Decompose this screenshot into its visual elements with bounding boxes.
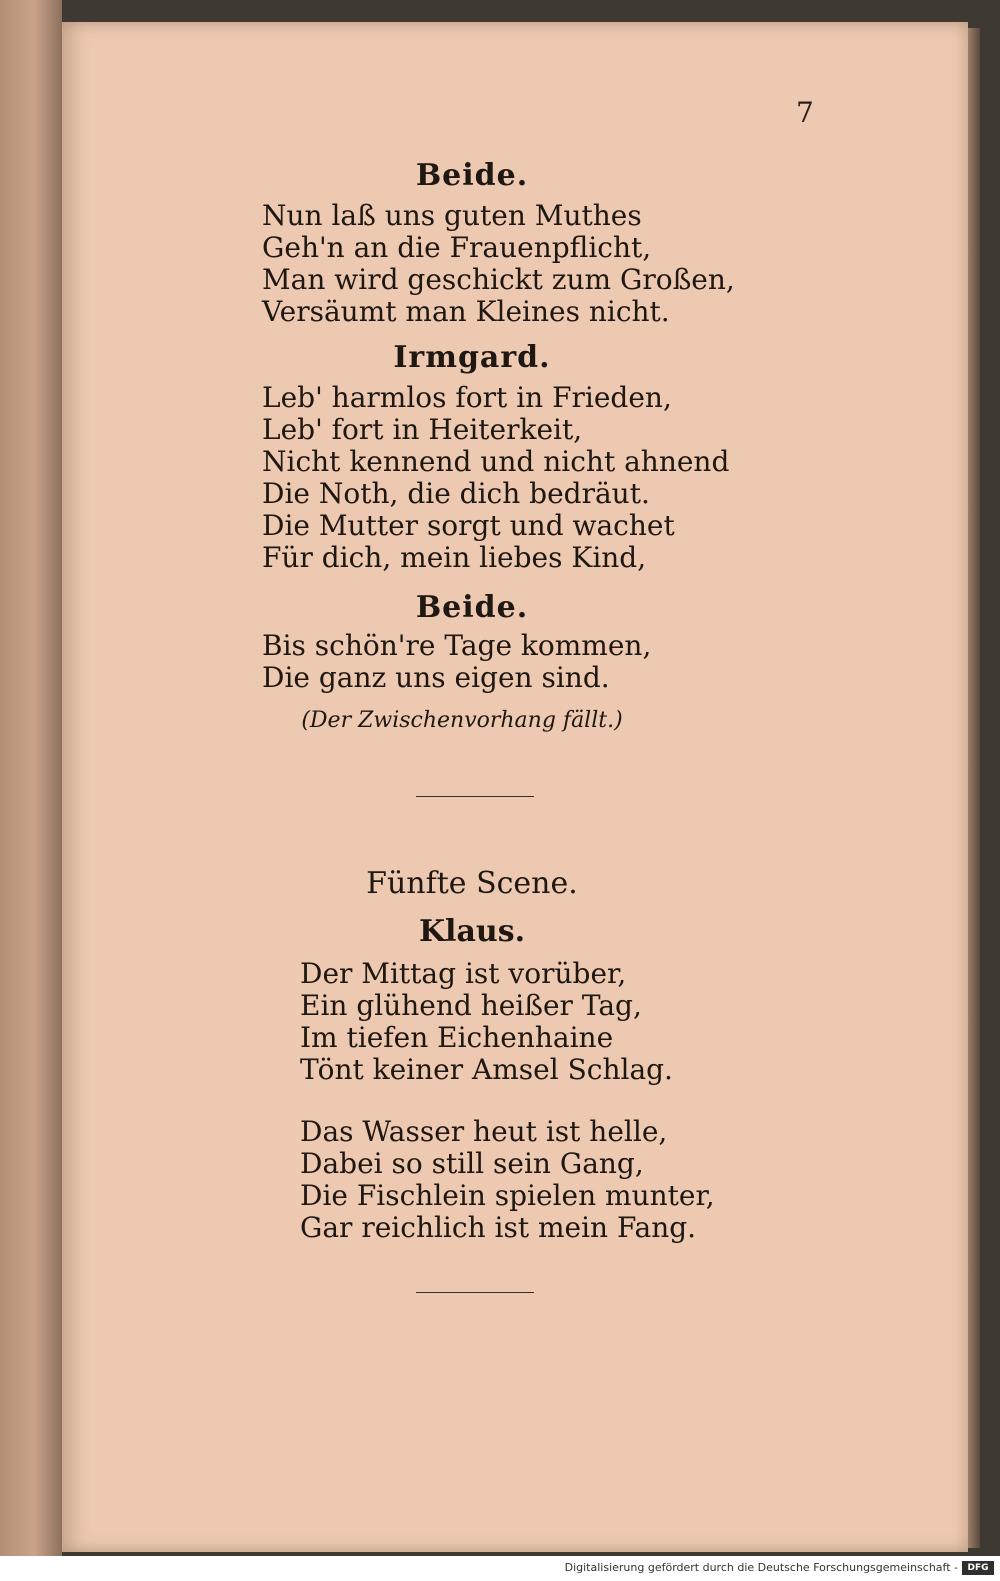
footer-bar	[0, 1556, 1000, 1581]
verse-line: Nicht kennend und nicht ahnend	[262, 445, 730, 478]
dfg-logo: DFG	[962, 1561, 994, 1575]
verse-line: Die ganz uns eigen sind.	[262, 661, 610, 694]
verse-line: Ein glühend heißer Tag,	[300, 989, 642, 1022]
verse-line: Das Wasser heut ist helle,	[300, 1115, 668, 1148]
section-beide-2	[262, 590, 682, 625]
verse-block-3	[262, 630, 651, 694]
verse-line: Der Mittag ist vorüber,	[300, 957, 627, 990]
verse-block-2	[262, 382, 729, 574]
scene-title: Fünfte Scene.	[366, 866, 578, 901]
verse-line: Tönt keiner Amsel Schlag.	[300, 1053, 673, 1086]
verse-line: Leb' fort in Heiterkeit,	[262, 413, 583, 446]
verse-block-1	[262, 200, 735, 328]
verse-line: Geh'n an die Frauenpflicht,	[262, 231, 652, 264]
facing-page-edge	[0, 0, 62, 1556]
verse-line: Im tiefen Eichenhaine	[300, 1021, 614, 1054]
verse-line: Nun laß uns guten Muthes	[262, 199, 642, 232]
footer-credit: Digitalisierung gefördert durch die Deutsche Forschungsgemeinschaft -	[564, 1561, 958, 1574]
stage-direction-block	[272, 708, 652, 733]
verse-stanza-1	[300, 958, 673, 1086]
divider-rule	[416, 1292, 534, 1293]
stage-direction: (Der Zwischenvorhang fällt.)	[301, 708, 623, 733]
section-beide-1	[262, 158, 682, 193]
divider-rule	[416, 796, 534, 797]
verse-line: Man wird geschickt zum Großen,	[262, 263, 735, 296]
verse-line: Versäumt man Kleines nicht.	[262, 295, 670, 328]
verse-line: Bis schön're Tage kommen,	[262, 629, 652, 662]
section-irmgard	[262, 340, 682, 375]
verse-stanza-2	[300, 1116, 715, 1244]
verse-line: Die Noth, die dich bedräut.	[262, 477, 650, 510]
verse-line: Leb' harmlos fort in Frieden,	[262, 381, 672, 414]
page-number: 7	[796, 96, 814, 129]
speaker-label: Irmgard.	[393, 340, 551, 375]
speaker-label: Beide.	[415, 158, 529, 193]
page-stack-edge	[968, 28, 980, 1548]
verse-line: Gar reichlich ist mein Fang.	[300, 1211, 697, 1244]
verse-line: Für dich, mein liebes Kind,	[262, 541, 647, 574]
speaker-label: Beide.	[415, 590, 529, 625]
verse-line: Dabei so still sein Gang,	[300, 1147, 644, 1180]
verse-line: Die Mutter sorgt und wachet	[262, 509, 675, 542]
verse-line: Die Fischlein spielen munter,	[300, 1179, 715, 1212]
speaker-label: Klaus.	[418, 914, 526, 949]
